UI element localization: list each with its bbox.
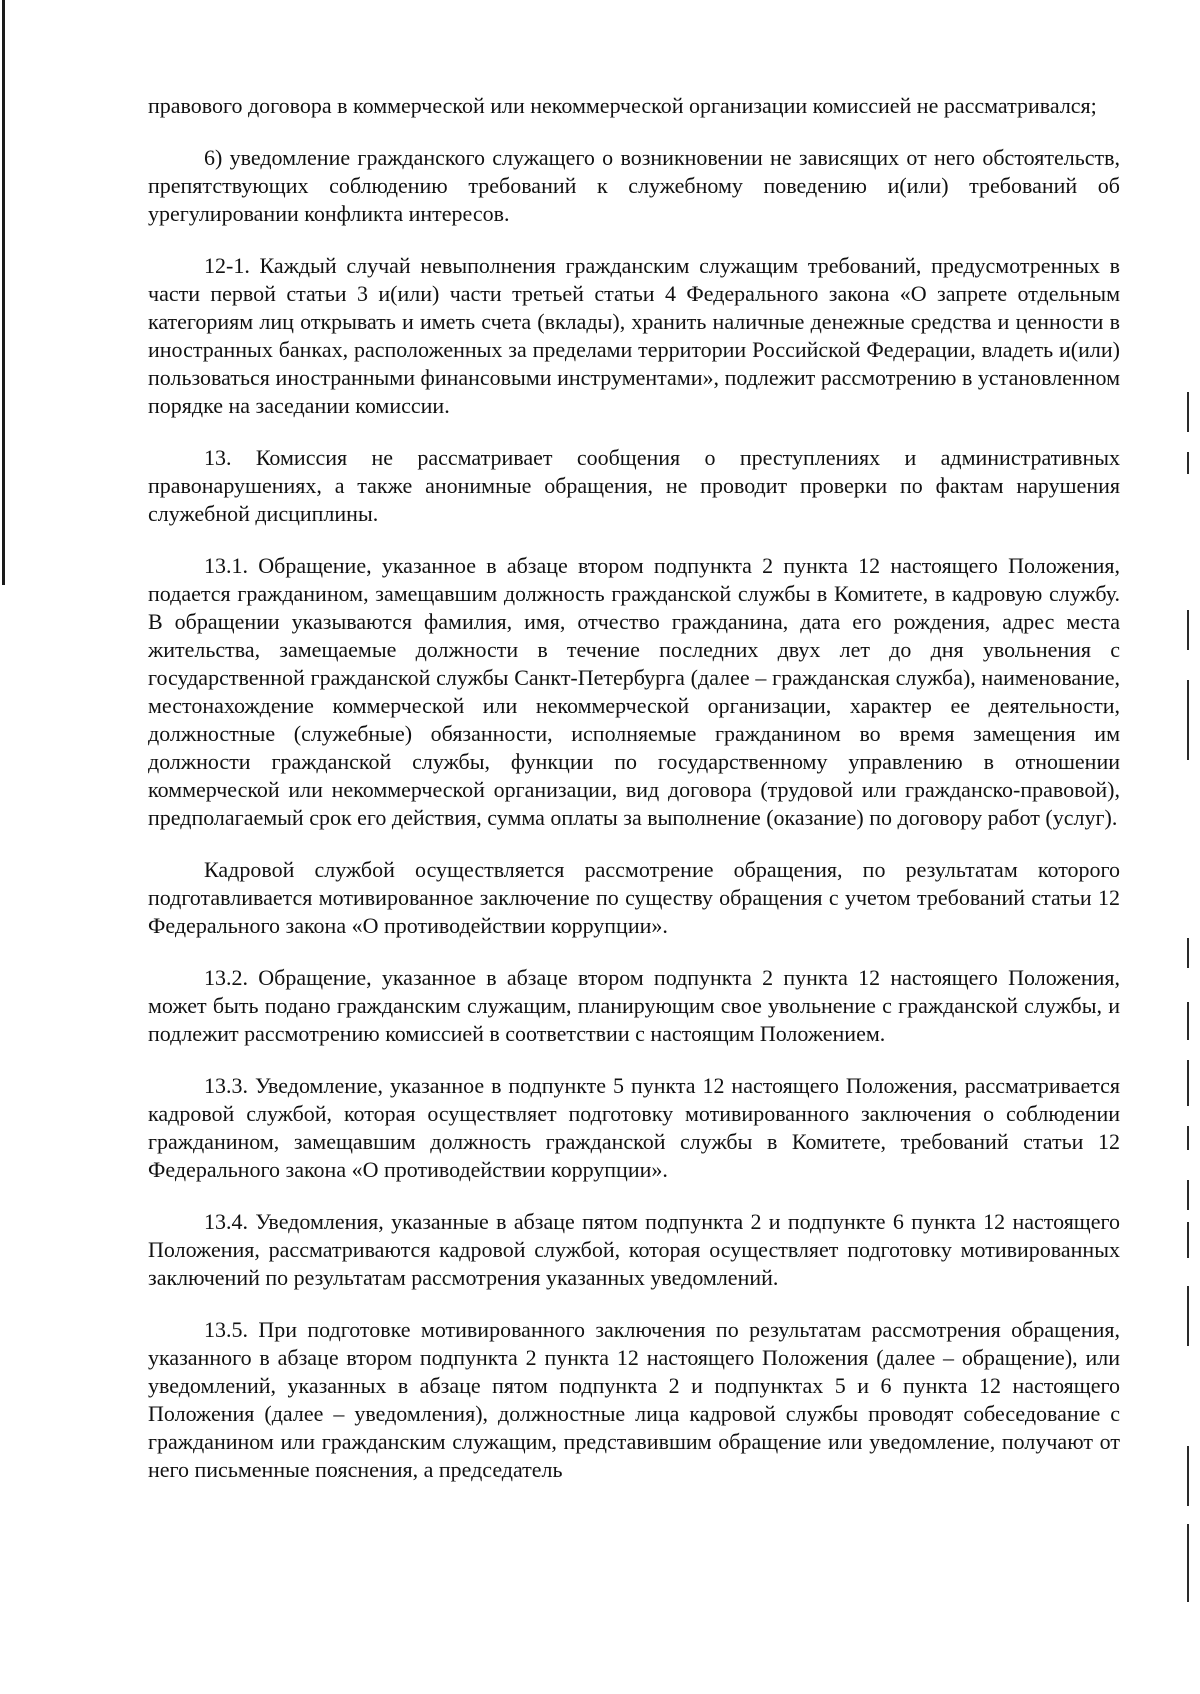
scan-right-mark	[1187, 610, 1189, 650]
paragraph: 6) уведомление гражданского служащего о возникновении не зависящих от него обстоятельств, препятствующих соблюдению требований к служебному поведению и(или) требований об урегулировании конфликта интересов.	[148, 145, 1120, 226]
scan-right-mark	[1187, 1180, 1189, 1210]
paragraph: 13.4. Уведомления, указанные в абзаце пятом подпункта 2 и подпункте 6 пункта 12 настоящего Положения, рассматриваются кадровой службой, которая осуществляет подготовку мотивированных заключений по результатам рассмотрения указанных уведомлений.	[148, 1209, 1120, 1290]
scan-right-mark	[1187, 1446, 1189, 1506]
scan-right-mark	[1187, 1002, 1189, 1040]
scan-right-mark	[1187, 1524, 1189, 1602]
scan-right-mark	[1187, 1126, 1189, 1150]
scan-right-mark	[1187, 1222, 1189, 1258]
paragraph: правового договора в коммерческой или некоммерческой организации комиссией не рассматривался;	[148, 93, 1097, 118]
scan-right-mark	[1187, 938, 1189, 968]
scan-left-edge	[2, 0, 5, 585]
paragraph: Кадровой службой осуществляется рассмотрение обращения, по результатам которого подготавливается мотивированное заключение по существу обращения с учетом требований статьи 12 Федерального закона «О противодействии коррупции».	[148, 857, 1120, 938]
paragraph: 12-1. Каждый случай невыполнения гражданским служащим требований, предусмотренных в части первой статьи 3 и(или) части третьей статьи 4 Федерального закона «О запрете отдельным категориям лиц открывать и иметь счета (вклады), хранить наличные денежные средства и ценности в иностранных банках, расположенных за пределами территории Российской Федерации, владеть и(или) пользоваться иностранными финансовыми инструментами», подлежит рассмотрению в установленном порядке на заседании комиссии.	[148, 253, 1120, 418]
scan-right-mark	[1187, 452, 1189, 474]
paragraph: 13.5. При подготовке мотивированного заключения по результатам рассмотрения обращения, указанного в абзаце втором подпункта 2 пункта 12 настоящего Положения (далее – обращение), или уведомлений, указанных в абзаце пятом подпункта 2 и подпунктах 5 и 6 пункта 12 настоящего Положения (далее – уведомления), должностные лица кадровой службы проводят собеседование с гражданином или гражданским служащим, представившим обращение или уведомление, получают от него письменные пояснения, а председатель	[148, 1317, 1120, 1482]
paragraph: 13.3. Уведомление, указанное в подпункте 5 пункта 12 настоящего Положения, рассматривается кадровой службой, которая осуществляет подготовку мотивированного заключения о соблюдении гражданином, замещавшим должность гражданской службы в Комитете, требований статьи 12 Федерального закона «О противодействии коррупции».	[148, 1073, 1120, 1182]
scan-right-mark	[1187, 392, 1189, 432]
scan-right-mark	[1187, 680, 1189, 760]
scan-right-mark	[1187, 1286, 1189, 1346]
scan-right-mark	[1187, 1060, 1189, 1106]
document-body	[148, 92, 1120, 1508]
paragraph: 13.1. Обращение, указанное в абзаце втором подпункта 2 пункта 12 настоящего Положения, подается гражданином, замещавшим должность гражданской службы в Комитете, в кадровую службу. В обращении указываются фамилия, имя, отчество гражданина, дата его рождения, адрес места жительства, замещаемые должности в течение последних двух лет до дня увольнения с государственной гражданской службы Санкт-Петербурга (далее – гражданская служба), наименование, местонахождение коммерческой или некоммерческой организации, характер ее деятельности, должностные (служебные) обязанности, исполняемые гражданином во время замещения им должности гражданской службы, функции по государственному управлению в отношении коммерческой или некоммерческой организации, вид договора (трудовой или гражданско-правовой), предполагаемый срок его действия, сумма оплаты за выполнение (оказание) по договору работ (услуг).	[148, 553, 1120, 830]
paragraph: 13.2. Обращение, указанное в абзаце втором подпункта 2 пункта 12 настоящего Положения, может быть подано гражданским служащим, планирующим свое увольнение с гражданской службы, и подлежит рассмотрению комиссией в соответствии с настоящим Положением.	[148, 965, 1120, 1046]
paragraph: 13. Комиссия не рассматривает сообщения о преступлениях и административных правонарушениях, а также анонимные обращения, не проводит проверки по фактам нарушения служебной дисциплины.	[148, 445, 1120, 526]
